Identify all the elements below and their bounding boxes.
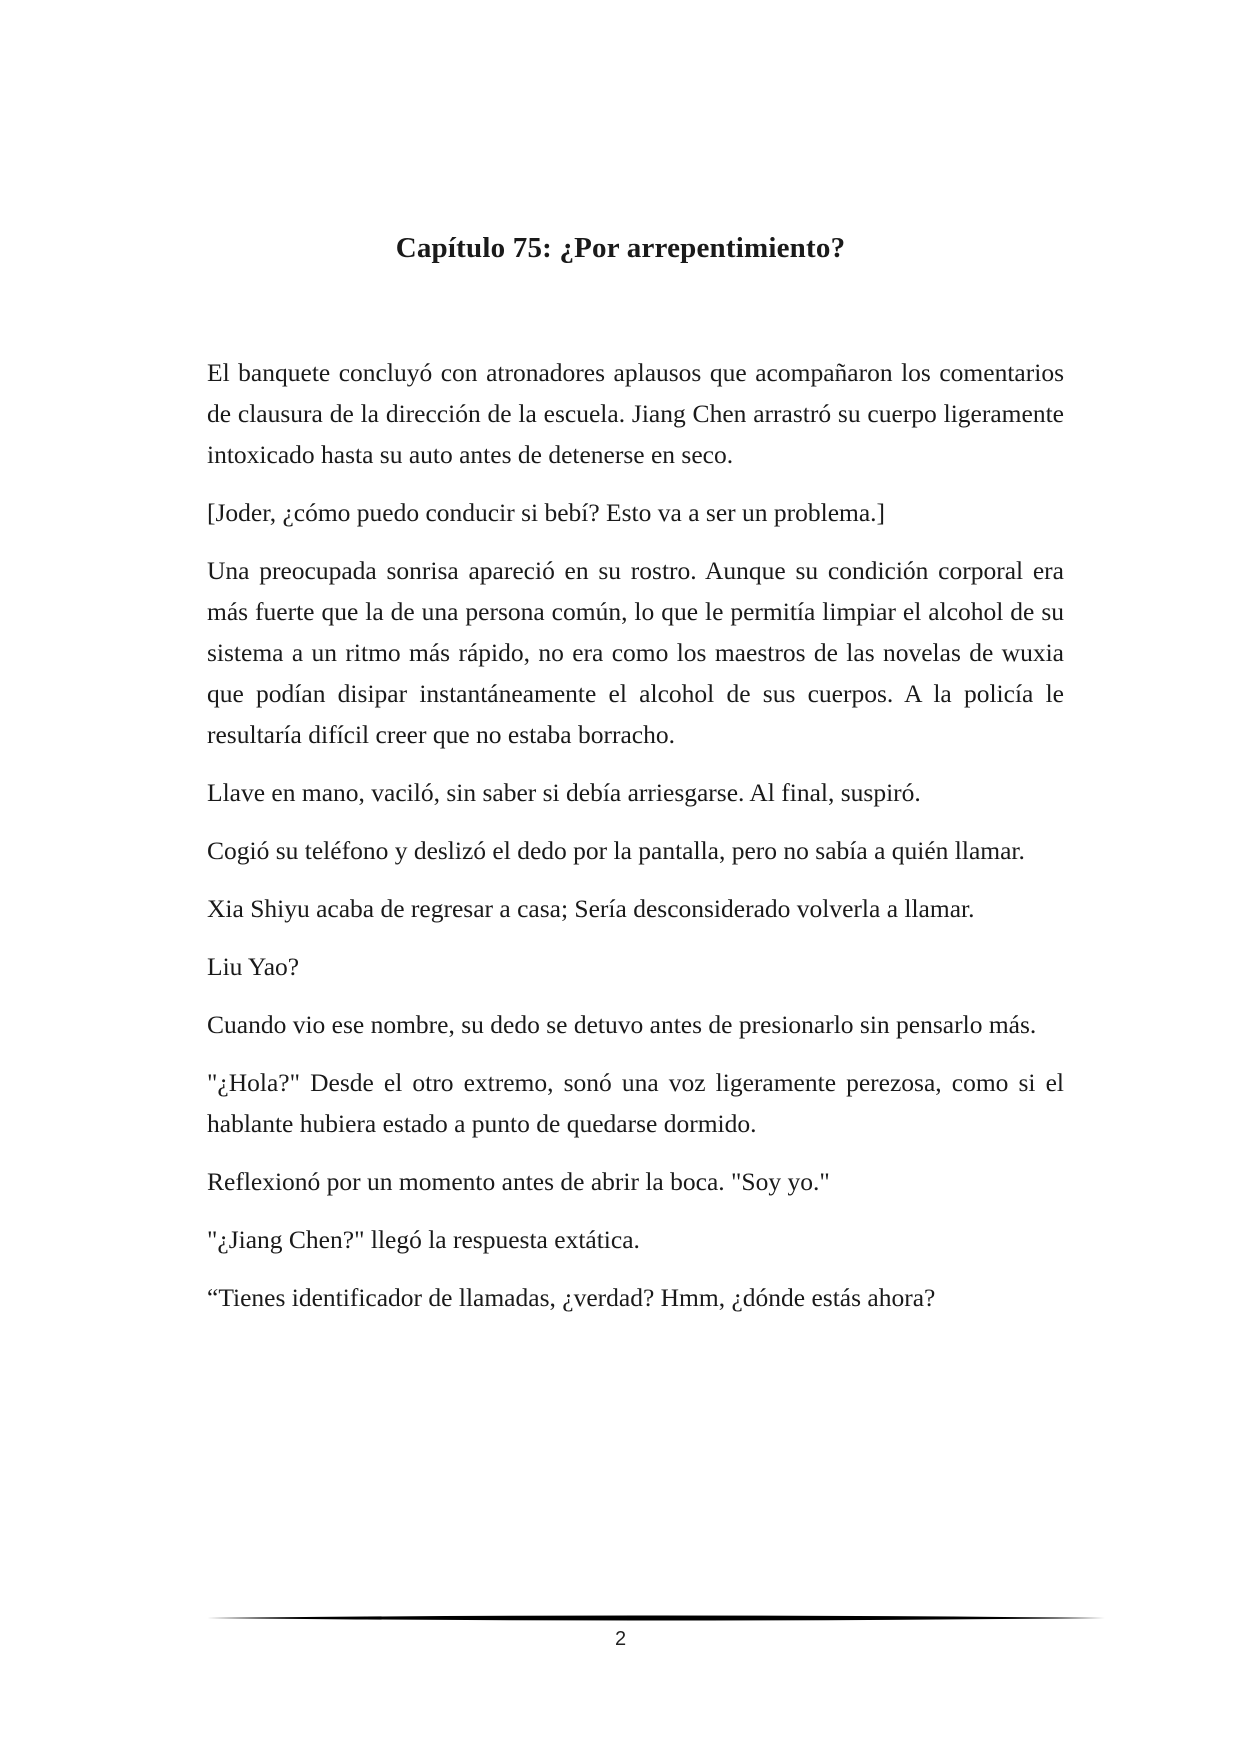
chapter-body (207, 352, 1064, 1335)
footer-divider (207, 1612, 1105, 1624)
paragraph: Cuando vio ese nombre, su dedo se detuvo antes de presionarlo sin pensarlo más. (207, 1010, 1037, 1039)
page-number: 2 (614, 1628, 627, 1650)
paragraph: El banquete concluyó con atronadores aplausos que acompañaron los comentarios de clausura de la dirección de la escuela. Jiang Chen arrastró su cuerpo ligeramente intoxicado hasta su auto antes de detenerse en seco. (207, 358, 1064, 469)
paragraph: Xia Shiyu acaba de regresar a casa; Sería desconsiderado volverla a llamar. (207, 894, 975, 923)
paragraph: [Joder, ¿cómo puedo conducir si bebí? Esto va a ser un problema.] (207, 498, 886, 527)
paragraph: Una preocupada sonrisa apareció en su rostro. Aunque su condición corporal era más fuerte que la de una persona común, lo que le permitía limpiar el alcohol de su sistema a un ritmo más rápido, no era como los maestros de las novelas de wuxia que podían disipar instantáneamente el alcohol de sus cuerpos. A la policía le resultaría difícil creer que no estaba borracho. (207, 556, 1064, 749)
chapter-title: Capítulo 75: ¿Por arrepentimiento? (395, 232, 846, 264)
paragraph: Liu Yao? (207, 952, 300, 981)
paragraph: "¿Jiang Chen?" llegó la respuesta extática. (207, 1225, 640, 1254)
paragraph: “Tienes identificador de llamadas, ¿verdad? Hmm, ¿dónde estás ahora? (207, 1283, 936, 1312)
paragraph: Reflexionó por un momento antes de abrir la boca. "Soy yo." (207, 1167, 830, 1196)
paragraph: Cogió su teléfono y deslizó el dedo por la pantalla, pero no sabía a quién llamar. (207, 836, 1025, 865)
paragraph: "¿Hola?" Desde el otro extremo, sonó una voz ligeramente perezosa, como si el hablante hubiera estado a punto de quedarse dormido. (207, 1068, 1064, 1138)
paragraph: Llave en mano, vaciló, sin saber si debía arriesgarse. Al final, suspiró. (207, 778, 921, 807)
